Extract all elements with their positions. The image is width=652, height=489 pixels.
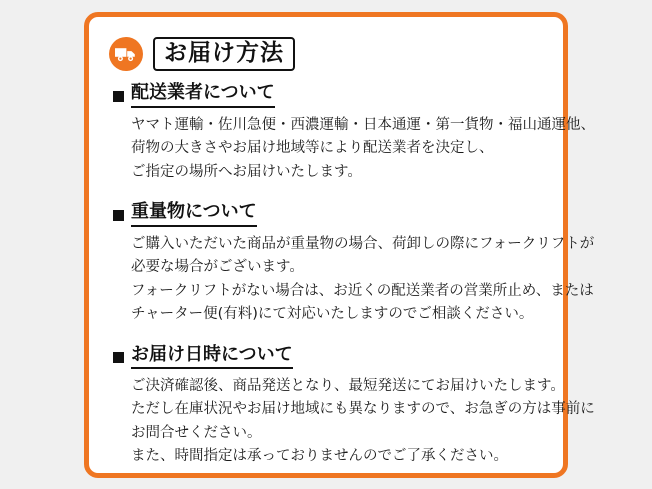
body-line: ご指定の場所へお届けいたします。	[131, 163, 362, 180]
section-body	[131, 233, 595, 327]
section-heading	[113, 81, 543, 107]
page-title: お届け方法	[164, 40, 284, 66]
body-line: チャーター便(有料)にて対応いたしますのでご相談ください。	[131, 306, 534, 323]
card-header	[109, 37, 543, 71]
section-heavy-items	[109, 200, 595, 326]
section-body	[131, 114, 595, 184]
square-bullet-icon	[113, 352, 124, 363]
section-delivery-carrier	[109, 81, 595, 184]
section-title: 配送業者について	[131, 81, 275, 107]
body-line: ただし在庫状況やお届け地域にも異なりますので、お急ぎの方は事前に	[131, 401, 595, 418]
body-line: ご購入いただいた商品が重量物の場合、荷卸しの際にフォークリフトが	[131, 235, 595, 252]
body-line: お問合せください。	[131, 424, 262, 441]
delivery-truck-icon	[109, 37, 143, 71]
body-line: ヤマト運輸・佐川急便・西濃運輸・日本通運・第一貨物・福山通運他、	[131, 116, 595, 133]
section-delivery-datetime	[109, 343, 595, 469]
body-line: また、時間指定は承っておりませんのでご了承ください。	[131, 448, 508, 465]
section-title: 重量物について	[131, 200, 257, 226]
section-heading	[113, 200, 543, 226]
square-bullet-icon	[113, 91, 124, 102]
body-line: フォークリフトがない場合は、お近くの配送業者の営業所止め、または	[131, 282, 594, 299]
body-line: 荷物の大きさやお届け地域等により配送業者を決定し、	[131, 140, 494, 157]
square-bullet-icon	[113, 210, 124, 221]
body-line: 必要な場合がございます。	[131, 259, 304, 276]
section-body	[131, 375, 595, 469]
shipping-info-card	[84, 12, 595, 478]
body-line: ご決済確認後、商品発送となり、最短発送にてお届けいたします。	[131, 378, 565, 394]
page-title-box	[153, 37, 295, 71]
section-title: お届け日時について	[131, 343, 293, 369]
section-heading	[113, 343, 543, 369]
